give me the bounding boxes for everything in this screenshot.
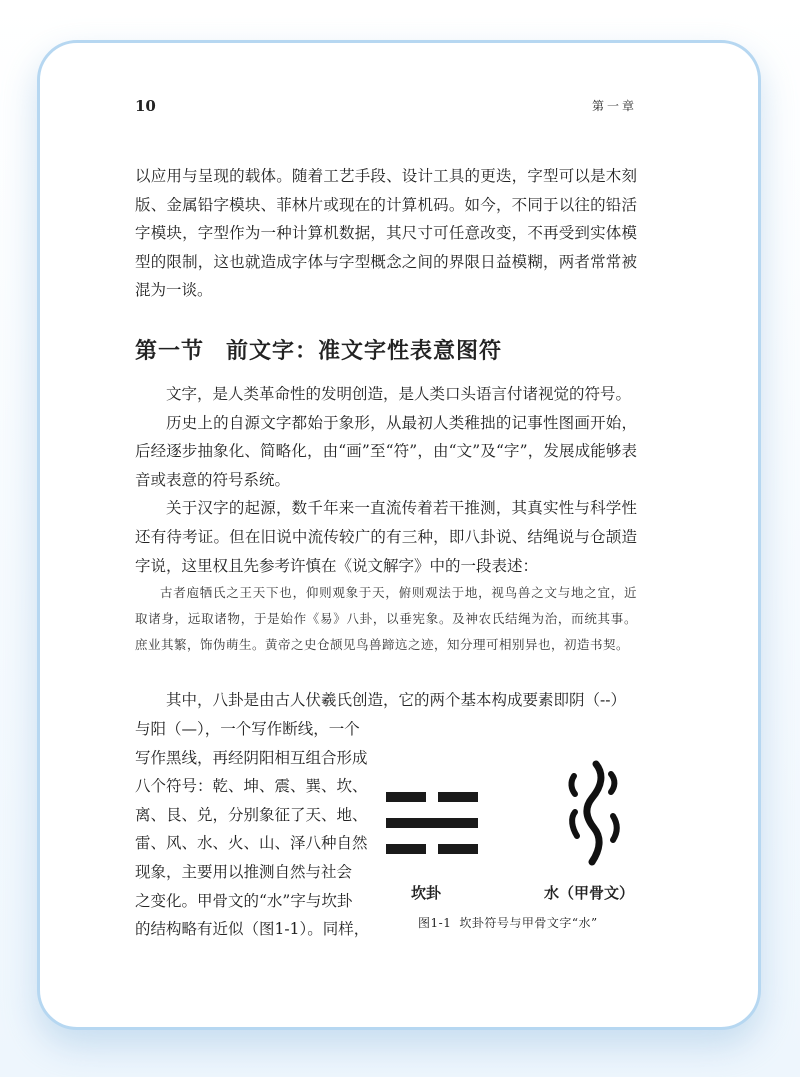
page-number: 10 <box>135 97 156 115</box>
water-stroke-right-top <box>611 774 614 792</box>
figure-caption <box>418 914 598 931</box>
water-stroke-main <box>587 764 601 862</box>
body-paragraph: 历史上的自源文字都始于象形，从最初人类稚拙的记事性图画开始，后经逐步抽象化、简略化，由“画”至“符”，由“文”及“字”，发展成能够表音或表意的符号系统。 <box>135 413 637 489</box>
yang-line <box>386 818 478 828</box>
shuowen-quote: 古者庖牺氏之王天下也，仰则观象于天，俯则观法于地，视鸟兽之文与地之宜，近取诸身，远取诸物，于是始作《易》八卦，以垂宪象。及神农氏结绳为治，而统其事。庶业其繁，饰伪萌生。黄帝之史仓颉见鸟兽蹄迒之迹，知分理可相别异也，初造书契。 <box>135 585 637 653</box>
bagua-line: 雷、风、水、火、山、泽八种自然 <box>135 834 368 853</box>
section-title <box>135 334 502 365</box>
bagua-line: 八个符号：乾、坤、震、巽、坎、 <box>135 777 368 796</box>
bagua-line: 写作黑线，再经阴阳相互组合形成 <box>135 748 368 767</box>
yin-line-right <box>438 844 478 854</box>
yin-line-left <box>386 844 426 854</box>
body-text <box>135 380 637 658</box>
oracle-water-glyph-icon <box>558 758 628 874</box>
body-paragraph: 关于汉字的起源，数千年来一直流传着若干推测，其真实性与科学性还有待考证。但在旧说中流传较广的有三种，即八卦说、结绳说与仓颉造字说，这里权且先参考许慎在《说文解字》中的一段表述： <box>135 499 637 575</box>
chapter-heading: 第一章 <box>592 99 638 113</box>
water-stroke-left-top <box>571 776 575 794</box>
body-paragraph: 文字，是人类革命性的发明创造，是人类口头语言付诸视觉的符号。 <box>166 385 632 403</box>
intro-paragraph: 以应用与呈现的载体。随着工艺手段、设计工具的更迭，字型可以是木刻版、金属铅字模块、菲林片或现在的计算机码。如今，不同于以往的铅活字模块，字型作为一种计算机数据，其尺寸可任意改变，不再受到实体模型的限制，这也就造成字体与字型概念之间的界限日益模糊，两者常常被混为一谈。 <box>135 167 637 300</box>
water-stroke-right-bottom <box>613 816 617 840</box>
figure-caption-text: 坎卦符号与甲骨文字“水” <box>459 916 598 930</box>
bagua-line: 离、艮、兑，分别象征了天、地、 <box>135 805 368 824</box>
bagua-line: 的结构略有近似（图1-1）。同样， <box>135 920 370 939</box>
section-number: 第一节 <box>135 338 205 364</box>
section-name: 前文字：准文字性表意图符 <box>226 338 503 364</box>
figure-label-water: 水（甲骨文） <box>544 884 635 902</box>
yin-line-right <box>438 792 478 802</box>
bagua-line: 之变化。甲骨文的“水”字与坎卦 <box>135 891 353 910</box>
figure-label-kan: 坎卦 <box>411 884 442 902</box>
figure-caption-number: 图1-1 <box>418 916 452 930</box>
bagua-paragraph <box>135 715 379 944</box>
bagua-line: 与阳（—），一个写作断线，一个 <box>135 720 360 738</box>
water-stroke-left-bottom <box>572 812 577 836</box>
yin-line-left <box>386 792 426 802</box>
bagua-line: 现象，主要用以推测自然与社会 <box>135 862 353 881</box>
bagua-paragraph-first-line: 其中，八卦是由古人伏羲氏创造，它的两个基本构成要素即阴（--） <box>166 691 626 709</box>
